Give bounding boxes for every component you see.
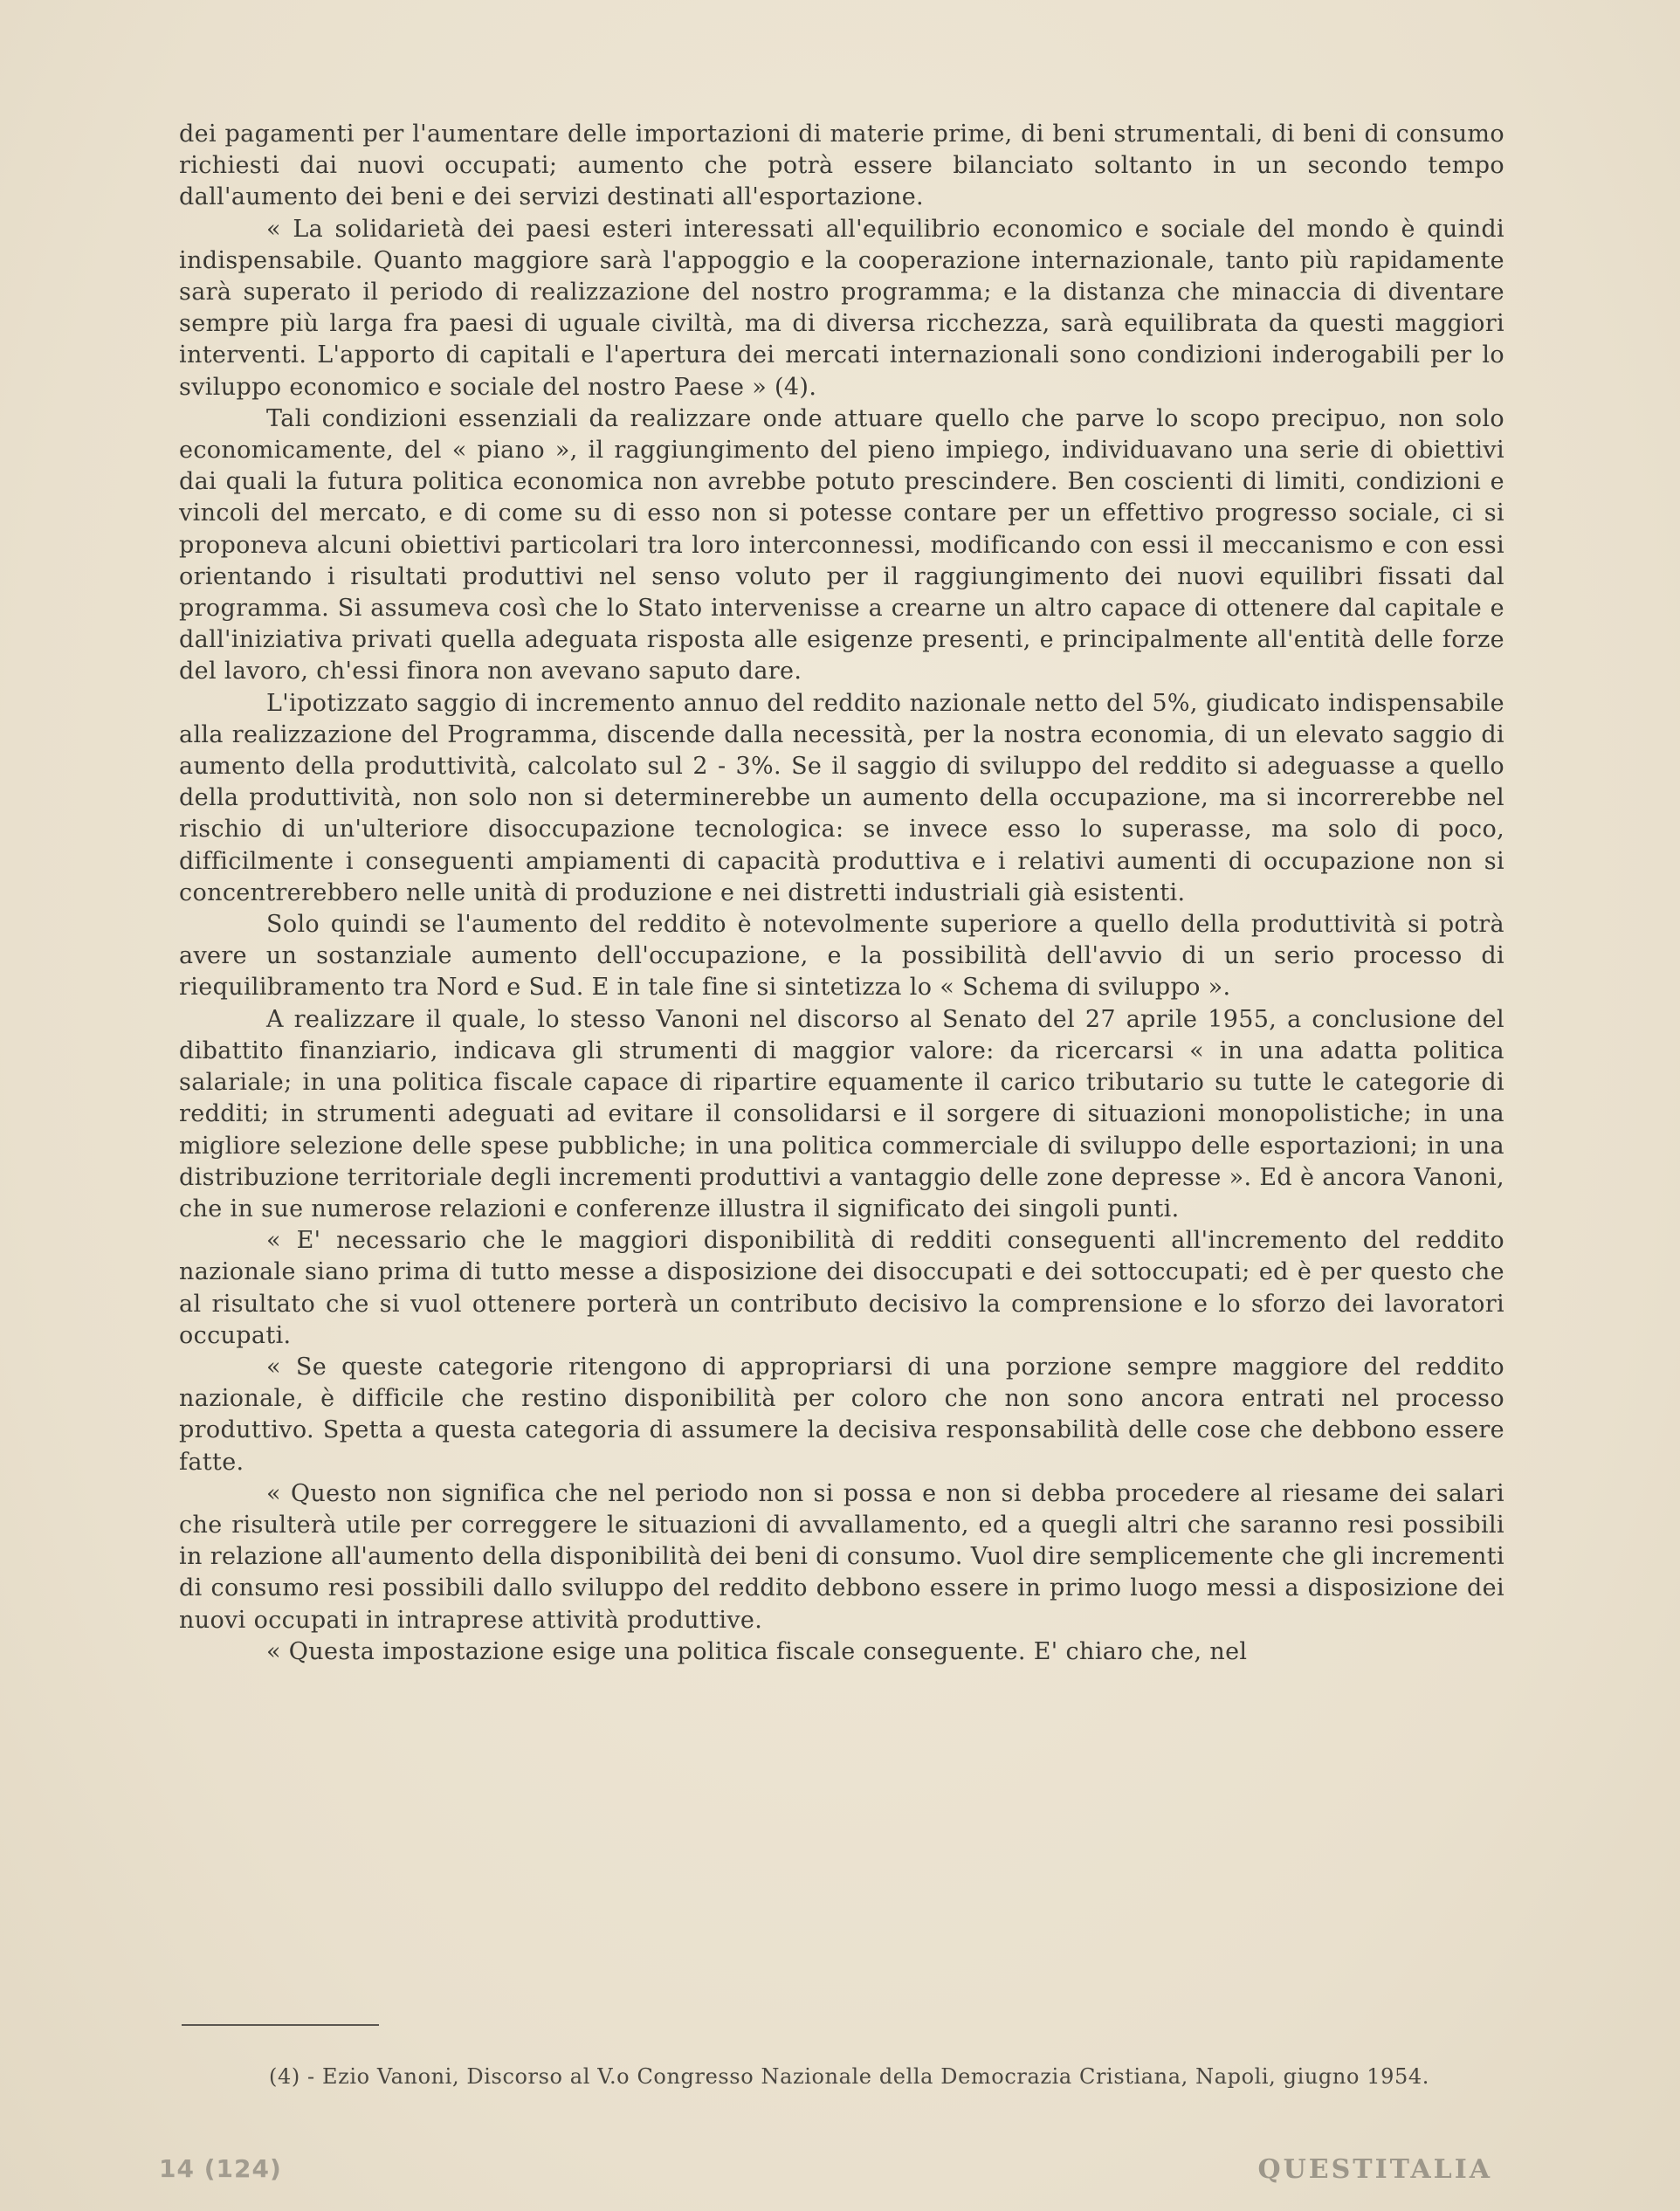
paragraph: « La solidarietà dei paesi esteri interessati all'equilibrio economico e sociale del mondo è quindi indispensabile. Quanto maggiore sarà l'appoggio e la cooperazione internazionale, tanto più rapidamente sarà superato il periodo di realizzazione del nostro programma; e la distanza che minaccia di diventare sempre più larga fra paesi di uguale civiltà, ma di diversa ricchezza, sarà equilibrata da questi maggiori interventi. L'apporto di capitali e l'apertura dei mercati internazionali sono condizioni inderogabili per lo sviluppo economico e sociale del nostro Paese » (4). xyxy=(179,215,1504,401)
paragraph: « Questa impostazione esige una politica fiscale conseguente. E' chiaro che, nel xyxy=(266,1637,1248,1665)
paragraph: Tali condizioni essenziali da realizzare onde attuare quello che parve lo scopo precipuo, non solo economicamente, del « piano », il raggiungimento del pieno impiego, individuavano una serie di obiettivi dai quali la futura politica economica non avrebbe potuto prescindere. Ben coscienti di limiti, condizioni e vincoli del mercato, e di come su di esso non si potesse contare per un effettivo progresso sociale, ci si proponeva alcuni obiettivi particolari tra loro interconnessi, modificando con essi il meccanismo e con essi orientando i risultati produttivi nel senso voluto per il raggiungimento dei nuovi equilibri fissati dal programma. Si assumeva così che lo Stato intervenisse a crearne un altro capace di ottenere dal capitale e dall'iniziativa privati quella adeguata risposta alle esigenze presenti, e principalmente all'entità delle forze del lavoro, ch'essi finora non avevano saputo dare. xyxy=(179,404,1504,685)
paragraph: dei pagamenti per l'aumentare delle importazioni di materie prime, di beni strumentali, di beni di consumo richiesti dai nuovi occupati; aumento che potrà essere bilanciato soltanto in un secondo tempo dall'aumento dei beni e dei servizi destinati all'esportazione. xyxy=(179,121,1504,211)
footnote: (4) - Ezio Vanoni, Discorso al V.o Congresso Nazionale della Democrazia Cristiana, Napoli, giugno 1954. xyxy=(269,2064,1429,2089)
paragraph: Solo quindi se l'aumento del reddito è notevolmente superiore a quello della produttività si potrà avere un sostanziale aumento dell'occupazione, e la possibilità dell'avvio di un serio processo di riequilibramento tra Nord e Sud. E in tale fine si sintetizza lo « Schema di sviluppo ». xyxy=(179,911,1504,1002)
page-number: 14 (124) xyxy=(159,2154,282,2183)
paragraph: « Questo non significa che nel periodo non si possa e non si debba procedere al riesame dei salari che risulterà utile per correggere le situazioni di avvallamento, ed a quegli altri che saranno resi possibili in relazione all'aumento della disponibilità dei beni di consumo. Vuol dire semplicemente che gli incrementi di consumo resi possibili dallo sviluppo del reddito debbono essere in primo luogo messi a disposizione dei nuovi occupati in intraprese attività produttive. xyxy=(179,1479,1504,1634)
paragraph: A realizzare il quale, lo stesso Vanoni nel discorso al Senato del 27 aprile 1955, a conclusione del dibattito finanziario, indicava gli strumenti di maggior valore: da ricercarsi « in una adatta politica salariale; in una politica fiscale capace di ripartire equamente il carico tributario su tutte le categorie di redditi; in strumenti adeguati ad evitare il consolidarsi e il sorgere di situazioni monopolistiche; in una migliore selezione delle spese pubbliche; in una politica commerciale di sviluppo delle esportazioni; in una distribuzione territoriale degli incrementi produttivi a vantaggio delle zone depresse ». Ed è ancora Vanoni, che in sue numerose relazioni e conferenze illustra il significato dei singoli punti. xyxy=(179,1005,1504,1223)
footnote-divider xyxy=(182,2024,379,2026)
journal-title: QUESTITALIA xyxy=(1257,2154,1492,2185)
paragraph: « E' necessario che le maggiori disponibilità di redditi conseguenti all'incremento del reddito nazionale siano prima di tutto messe a disposizione dei disoccupati e dei sottoccupati; ed è per questo che al risultato che si vuol ottenere porterà un contributo decisivo la comprensione e lo sforzo dei lavoratori occupati. xyxy=(179,1227,1504,1349)
paragraph: « Se queste categorie ritengono di appropriarsi di una porzione sempre maggiore del reddito nazionale, è difficile che restino disponibilità per coloro che non sono ancora entrati nel processo produttivo. Spetta a questa categoria di assumere la decisiva responsabilità delle cose che debbono essere fatte. xyxy=(179,1353,1504,1476)
body-text xyxy=(179,119,1504,1668)
paragraph: L'ipotizzato saggio di incremento annuo del reddito nazionale netto del 5%, giudicato indispensabile alla realizzazione del Programma, discende dalla necessità, per la nostra economia, di un elevato saggio di aumento della produttività, calcolato sul 2 - 3%. Se il saggio di sviluppo del reddito si adeguasse a quello della produttività, non solo non si determinerebbe un aumento della occupazione, ma si incorrerebbe nel rischio di un'ulteriore disoccupazione tecnologica: se invece esso lo superasse, ma solo di poco, difficilmente i conseguenti ampiamenti di capacità produttiva e i relativi aumenti di occupazione non si concentrerebbero nelle unità di produzione e nei distretti industriali già esistenti. xyxy=(179,689,1504,906)
